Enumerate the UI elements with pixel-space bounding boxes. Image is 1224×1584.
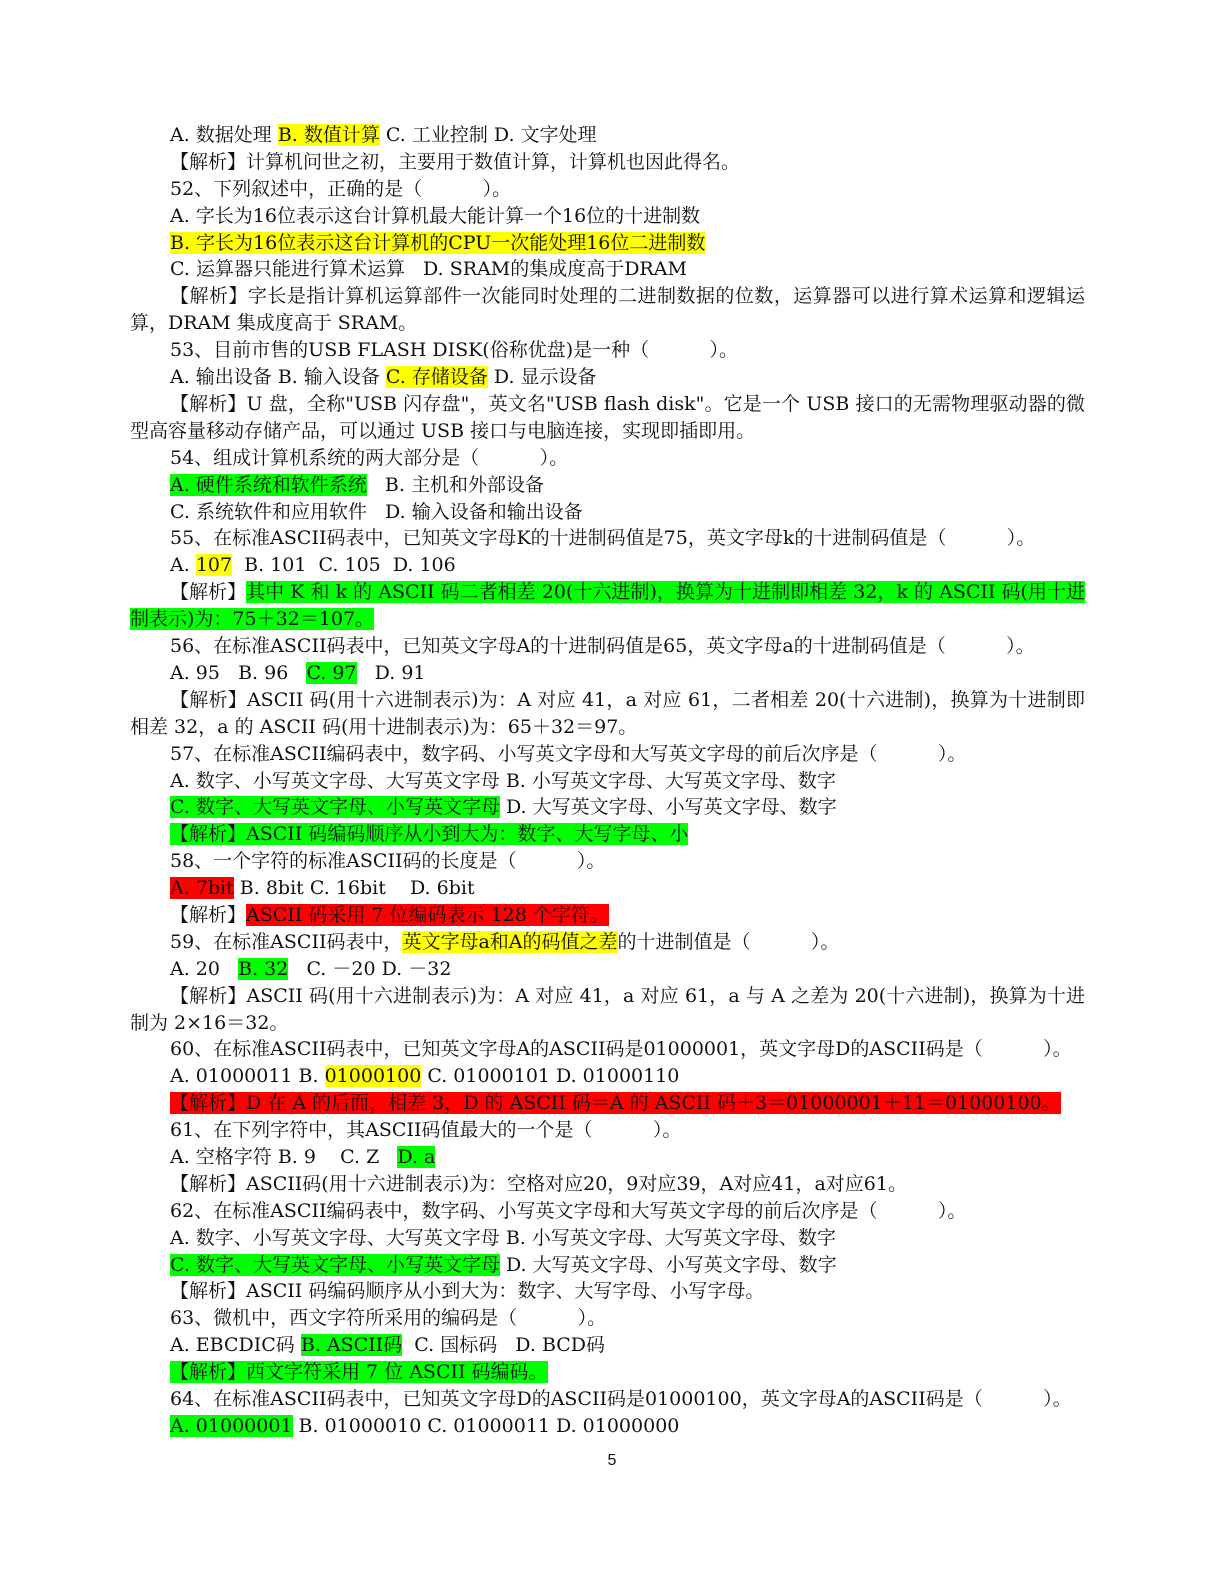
text-line [130,472,1085,499]
page-number: 5 [607,1452,617,1469]
text-line [130,848,1085,875]
text-run: A. 95 B. 96 [170,661,307,684]
text-run: 【解析】U 盘，全称"USB 闪存盘"，英文名"USB flash disk"。它是一个 USB 接口的无需物理驱动器的微型高容量移动存储产品，可以通过 USB 接口与电脑连接，实现即插即用。 [130,392,1085,442]
text-run: 55、在标准ASCII码表中，已知英文字母K的十进制码值是75，英文字母k的十进制码值是（ ）。 [170,527,1036,550]
text-run: B. 主机和外部设备 [366,473,544,496]
text-line [130,1144,1085,1171]
text-run: 60、在标准ASCII码表中，已知英文字母A的ASCII码是01000001，英文字母D的ASCII码是（ ）。 [170,1038,1072,1061]
text-line [130,499,1085,526]
text-run: 52、下列叙述中，正确的是（ ）。 [170,177,512,200]
highlighted-text: C. 数字、大写英文字母、小写英文字母 [170,796,500,819]
text-run: D. 大写英文字母、小写英文字母、数字 [499,796,837,819]
highlighted-text: A. 硬件系统和软件系统 [170,473,367,496]
text-run: A. 空格字符 B. 9 C. Z [170,1146,398,1168]
text-line [130,902,1085,929]
text-run: 63、微机中，西文字符所采用的编码是（ ）。 [170,1307,607,1330]
text-run: C. 运算器只能进行算术运算 D. SRAM的集成度高于DRAM [170,258,687,281]
text-run: 56、在标准ASCII码表中，已知英文字母A的十进制码值是65，英文字母a的十进制码值是（ ）。 [170,635,1035,658]
text-run: A. [170,554,196,577]
text-line [130,1305,1085,1332]
text-line [130,1386,1085,1413]
text-line [130,525,1085,552]
text-run: C. 01000101 D. 01000110 [421,1065,680,1088]
text-run: 【解析】字长是指计算机运算部件一次能同时处理的二进制数据的位数，运算器可以进行算术运算和逻辑运算，DRAM 集成度高于 SRAM。 [130,285,1085,335]
text-line [130,983,1085,1037]
text-run: 【解析】 [170,581,247,604]
text-run: A. 字长为16位表示这台计算机最大能计算一个16位的十进制数 [170,204,701,227]
text-line [130,1252,1085,1279]
text-line [130,633,1085,660]
text-line [130,660,1085,687]
text-line [130,768,1085,795]
text-run: C. －20 D. －32 [288,957,452,980]
highlighted-text: B. ASCII码 [300,1334,403,1357]
text-run: B. 101 C. 105 D. 106 [232,554,456,577]
highlighted-text: ASCII 码采用 7 位编码表示 128 个字符。 [246,903,609,926]
highlighted-text: 107 [195,554,233,577]
text-run: 59、在标准ASCII码表中， [170,930,403,953]
highlighted-text: A. 7bit [170,877,234,900]
text-line [130,741,1085,768]
highlighted-text: C. 存储设备 [385,366,488,389]
text-line [130,1036,1085,1063]
text-line [130,1413,1085,1440]
highlighted-text: D. a [397,1146,436,1168]
text-run: 的十进制值是（ ）。 [617,930,840,953]
text-run: B. 01000010 C. 01000011 D. 01000000 [292,1414,680,1437]
highlighted-text: 01000100 [324,1065,422,1088]
text-run: B. 8bit C. 16bit D. 6bit [233,877,475,900]
text-run: A. EBCDIC码 [170,1334,301,1357]
text-line [130,283,1085,337]
text-line [130,122,1085,149]
text-run: 64、在标准ASCII码表中，已知英文字母D的ASCII码是01000100，英文字母A的ASCII码是（ ）。 [170,1388,1072,1411]
text-run: A. 数字、小写英文字母、大写英文字母 B. 小写英文字母、大写英文字母、数字 [170,769,836,792]
highlighted-text: B. 数值计算 [277,124,380,146]
text-line [130,1117,1085,1144]
highlighted-text: 【解析】西文字符采用 7 位 ASCII 码编码。 [170,1361,548,1384]
text-run: A. 01000011 B. [170,1065,325,1088]
text-run: A. 数字、小写英文字母、大写英文字母 B. 小写英文字母、大写英文字母、数字 [170,1226,836,1249]
text-run: A. 输出设备 B. 输入设备 [170,366,386,389]
highlighted-text: A. 01000001 [170,1414,293,1437]
text-run: D. 大写英文字母、小写英文字母、数字 [499,1253,837,1276]
text-run: 【解析】 [170,903,247,926]
text-run: 62、在标准ASCII编码表中，数字码、小写英文字母和大写英文字母的前后次序是（ ）。 [170,1199,967,1222]
text-line [130,1225,1085,1252]
text-line [130,337,1085,364]
text-run: 53、目前市售的USB FLASH DISK(俗称优盘)是一种（ ）。 [170,339,739,362]
text-line [130,203,1085,230]
text-line [130,1171,1085,1198]
highlighted-text: C. 数字、大写英文字母、小写英文字母 [170,1253,500,1276]
text-line [130,579,1085,633]
highlighted-text: B. 字长为16位表示这台计算机的CPU一次能处理16位二进制数 [170,231,706,254]
text-run: 【解析】ASCII 码(用十六进制表示)为：A 对应 41，a 对应 61，a 与 A 之差为 20(十六进制)，换算为十进制为 2×16＝32。 [130,984,1085,1034]
document-body [130,122,1085,1440]
text-run: D. 91 [356,661,426,684]
text-line [130,929,1085,956]
text-line [130,256,1085,283]
text-line [130,687,1085,741]
highlighted-text: 【解析】D 在 A 的后面，相差 3，D 的 ASCII 码＝A 的 ASCII 码＋3＝01000001＋11＝01000100。 [170,1092,1061,1115]
text-line [130,552,1085,579]
text-line [130,794,1085,821]
highlighted-text: B. 32 [238,957,289,980]
text-run: 54、组成计算机系统的两大部分是（ ）。 [170,446,569,469]
text-line [130,1332,1085,1359]
text-run: C. 系统软件和应用软件 D. 输入设备和输出设备 [170,500,583,523]
text-line [130,821,1085,848]
text-run: C. 国标码 D. BCD码 [402,1334,606,1357]
text-line [130,1359,1085,1386]
text-line [130,875,1085,902]
text-line [130,956,1085,983]
text-run: 【解析】ASCII 码(用十六进制表示)为：A 对应 41，a 对应 61，二者相差 20(十六进制)，换算为十进制即相差 32，a 的 ASCII 码(用十进制表示)为：65＋32＝97。 [130,688,1085,738]
text-run: 【解析】ASCII 码编码顺序从小到大为：数字、大写字母、小写字母。 [170,1280,765,1303]
text-run: 61、在下列字符中，其ASCII码值最大的一个是（ ）。 [170,1119,682,1142]
text-run: A. 数据处理 [170,124,278,146]
text-line [130,1063,1085,1090]
text-run: D. 显示设备 [487,366,597,389]
highlighted-text: 其中 K 和 k 的 ASCII 码二者相差 20(十六进制)，换算为十进制即相差 32，k 的 ASCII 码(用十进制表示)为：75＋32＝107。 [130,581,1085,631]
text-line [130,149,1085,176]
text-run: 【解析】计算机问世之初，主要用于数值计算，计算机也因此得名。 [170,150,741,173]
text-run: A. 20 [170,957,239,980]
text-line [130,391,1085,445]
text-line [130,364,1085,391]
text-line [130,445,1085,472]
text-line [130,1198,1085,1225]
text-run: 58、一个字符的标准ASCII码的长度是（ ）。 [170,850,606,873]
text-run: 【解析】ASCII码(用十六进制表示)为：空格对应20，9对应39，A对应41，a对应61。 [170,1172,907,1195]
text-line [130,230,1085,257]
highlighted-text: 英文字母a和A的码值之差 [402,930,618,953]
text-line [130,1090,1085,1117]
highlighted-text: 【解析】ASCII 码编码顺序从小到大为：数字、大写字母、小 [170,823,689,846]
text-line [130,176,1085,203]
highlighted-text: C. 97 [306,661,357,684]
text-run: C. 工业控制 D. 文字处理 [379,124,597,146]
text-line [130,1278,1085,1305]
text-run: 57、在标准ASCII编码表中，数字码、小写英文字母和大写英文字母的前后次序是（ ）。 [170,742,967,765]
